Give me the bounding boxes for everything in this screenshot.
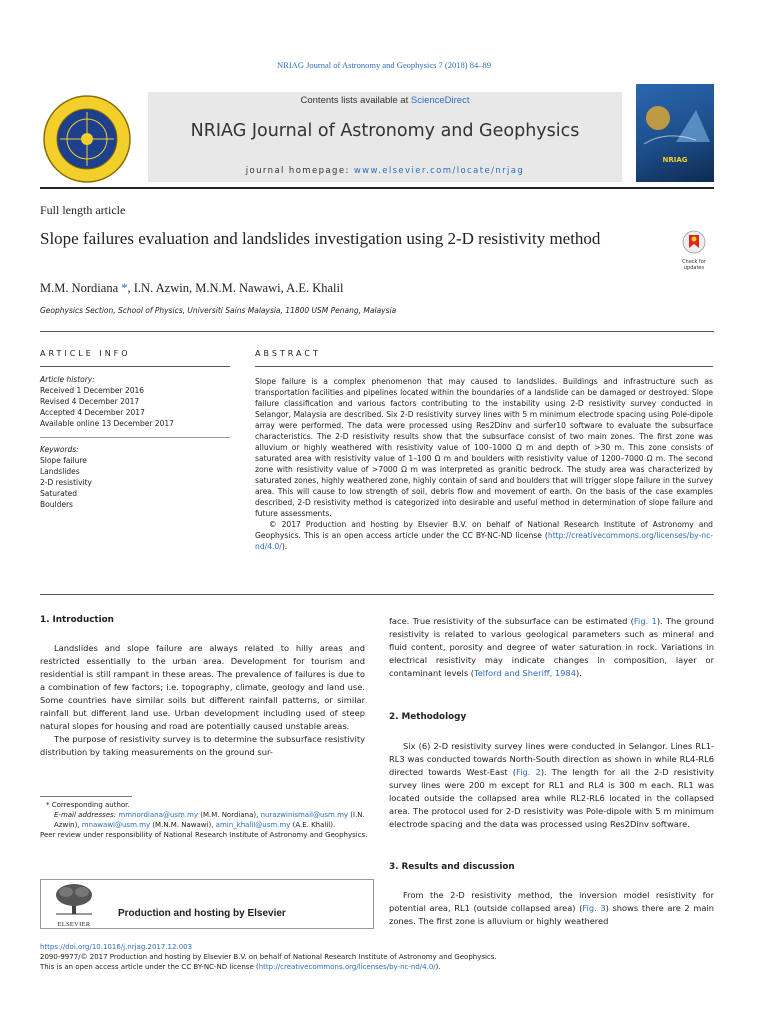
page-footer: [40, 942, 740, 972]
history-revised: Revised 4 December 2017: [40, 397, 140, 406]
email-label: E-mail addresses:: [54, 811, 119, 819]
doi-link[interactable]: https://doi.org/10.1016/j.nrjag.2017.12.003: [40, 943, 193, 951]
oa-prefix: This is an open access article under the CC BY-NC-ND license (: [40, 963, 259, 971]
email-name: (M.N.M. Nawawi),: [150, 821, 216, 829]
intro-paragraph-2: The purpose of resistivity survey is to determine the subsurface resistivity distribution by taking measurements on the ground sur-: [40, 734, 365, 757]
journal-cover-image: [636, 84, 714, 182]
footnote-rule: [40, 796, 132, 797]
homepage-link[interactable]: www.elsevier.com/locate/nrjag: [353, 166, 525, 176]
journal-citation[interactable]: NRIAG Journal of Astronomy and Geophysics 7 (2018) 84–89: [277, 60, 491, 70]
email-name: (I.N. Azwin),: [54, 811, 365, 829]
header-rule: [40, 187, 714, 189]
email-addresses: [40, 810, 372, 830]
journal-homepage: [148, 166, 622, 176]
keywords-label: Keywords:: [40, 445, 79, 454]
text-run: Six (6) 2-D resistivity survey lines were conducted in Selangor. Lines RL1-RL3 was conducted towards North-South direction as shown in while RL4-RL6 directed towards West-East (: [389, 741, 714, 777]
methodology-heading: 2. Methodology: [389, 712, 467, 722]
email-link-azwin[interactable]: nurazwinismail@usm.my: [260, 811, 349, 819]
article-title: Slope failures evaluation and landslides investigation using 2-D resistivity method: [40, 229, 601, 248]
corresponding-text: Corresponding author.: [51, 801, 130, 809]
results-heading: 3. Results and discussion: [389, 862, 515, 872]
text-run: ).: [575, 668, 582, 678]
article-type: Full length article: [40, 203, 126, 217]
journal-title: NRIAG Journal of Astronomy and Geophysics: [190, 121, 580, 141]
email-name: (A.E. Khalil).: [290, 821, 336, 829]
production-hosting-text: Production and hosting by Elsevier: [118, 908, 286, 919]
copyright-text: © 2017 Production and hosting by Elsevier B.V. on behalf of National Research Institute of Astronomy and Geophysics. This is an open access article under the CC BY-NC-ND license (: [255, 520, 713, 540]
check-updates-icon: [682, 230, 706, 254]
email-link-khalil[interactable]: amin_khalil@usm.my: [215, 821, 291, 829]
history-label: Article history:: [40, 375, 95, 384]
info-rule: [40, 366, 230, 367]
results-body: [389, 889, 714, 928]
intro-continued: [389, 615, 714, 680]
telford-citation-link[interactable]: Telford and Sheriff, 1984: [474, 668, 576, 678]
introduction-heading: 1. Introduction: [40, 615, 114, 625]
footnotes: [40, 800, 372, 840]
fig1-link[interactable]: Fig. 1: [633, 616, 657, 626]
keyword-item: Landslides: [40, 467, 80, 476]
elsevier-wordmark: ELSEVIER: [57, 921, 91, 928]
keyword-item: Saturated: [40, 489, 78, 498]
peer-review-note: Peer review under responsibility of National Research Institute of Astronomy and Geophysics.: [40, 831, 368, 839]
fig3-link[interactable]: Fig. 3: [582, 903, 606, 913]
keyword-item: Slope failure: [40, 456, 87, 465]
cover-label: NRIAG: [662, 156, 688, 164]
check-updates-label: Check for updates: [682, 259, 706, 271]
keywords: [40, 444, 230, 510]
text-run: ). The length for all the 2-D resistivity survey lines were 200 m except for RL1 and RL4 is 300 m each. RL1 was located outside the collapsed area while RL2-RL6 located in the collapsed area. The protocol used for 2-D resistivity was Pole-dipole with 5 m minimum electrode spacing and the data was processed using Res2Dinv software.: [389, 767, 714, 829]
author-nordiana: M.M. Nordiana: [40, 281, 119, 295]
email-name: (M.M. Nordiana),: [197, 811, 261, 819]
affiliation: Geophysics Section, School of Physics, Universiti Sains Malaysia, 11800 USM Penang, Malaysia: [40, 306, 397, 315]
contents-prefix: Contents lists available at: [300, 95, 411, 106]
methodology-body: [389, 740, 714, 831]
oa-end: ).: [435, 963, 441, 971]
keywords-rule: [40, 437, 230, 438]
results-paragraph: [389, 889, 714, 928]
fig2-link[interactable]: Fig. 2: [516, 767, 541, 777]
author-list: [40, 281, 343, 296]
elsevier-tree-logo: [50, 882, 98, 928]
abstract-text: Slope failure is a complex phenomenon that may caused to landslides. Buildings and infrastructure such as transportation facilities and pipelines located within the boundaries of a landslide can be damaged or destroyed. Slope failure classification and various factors contributing to the instability using 2-D resistivity survey conducted in Selangor, Malaysia are described. Six 2-D resistivity survey lines with 5 m minimum electrode spacing using Pole-dipole array were performed. The data were processed using Res2Dinv and surfer10 software to evaluate the subsurface characteristics. The 2-D resistivity results show that the subsurface consist of two main zones. The first zone was alluvium or highly weathered with resistivity value of 100–1000 Ω m and depth of >30 m. This zone consists of saturated area with resistivity value of 1–100 Ω m and boulders with resistivity value of 1200–7000 Ω m. The second zone with resistivity value of >7000 Ω m was interpreted as granitic bedrock. The study area was characterized by saturated zones, highly weathered zone, highly contain of sand and boulders that will trigger slope failure in the survey area. This will cause to low strength of soil, debris flow and movement of earth. On the basis of the case examples described, 2-D resistivity method is categorized into desirable and useful method in determination of slope failure and future assessments.: [255, 377, 713, 518]
author-others: , I.N. Azwin, M.N.M. Nawawi, A.E. Khalil: [127, 281, 344, 295]
email-link-nordiana[interactable]: mmnordiana@usm.my: [118, 811, 198, 819]
oa-license-link[interactable]: http://creativecommons.org/licenses/by-nc-nd/4.0/: [258, 963, 436, 971]
corresponding-note: * Corresponding author.: [46, 801, 130, 809]
history-accepted: Accepted 4 December 2017: [40, 408, 145, 417]
intro-paragraph-1: Landslides and slope failure are always related to hilly areas and restricted essentially to the urban area. Development for tourism and residential is still rampant in these areas. The prevalence of failures is due to a combination of few factors; i.e. topography, climate, geology and land use. Some countries have similar soils but different rainfall patterns, or similar rainfall but different land use. Urban development including used of steep natural slopes for housing and road are potentially caused unstable areas.: [40, 643, 365, 731]
history-received: Received 1 December 2016: [40, 386, 145, 395]
license-link[interactable]: http://creativecommons.org/licenses/by-nc-nd/4.0/: [255, 531, 713, 551]
history-online: Available online 13 December 2017: [40, 419, 174, 428]
open-access-line: [40, 962, 740, 972]
issn-line: 2090-9977/© 2017 Production and hosting by Elsevier B.V. on behalf of National Research Institute of Astronomy and Geophysics.: [40, 953, 497, 961]
email-link-nawawi[interactable]: mnawawi@usm.my: [81, 821, 151, 829]
introduction-body: [40, 642, 365, 759]
check-for-updates-button[interactable]: [676, 230, 712, 271]
corresponding-author-mark[interactable]: *: [118, 281, 128, 295]
meta-separator: [40, 331, 714, 332]
abstract-end-rule: [40, 594, 714, 595]
keyword-item: 2-D resistivity: [40, 478, 92, 487]
contents-line: [148, 95, 622, 106]
sciencedirect-link[interactable]: ScienceDirect: [410, 95, 470, 106]
text-run: From the 2-D resistivity method, the inversion model resistivity for potential area, RL1 (outside collapsed area) (: [389, 890, 714, 913]
abstract-body: [255, 376, 713, 552]
keyword-item: Boulders: [40, 500, 73, 509]
right-column-intro: [389, 615, 714, 680]
text-run: ). The ground resistivity is related to various geological parameters such as mineral and fluid content, porosity and degree of water saturation in rock. Variations in electrical resistivity may indicate changes in composition, layer or contaminant levels (: [389, 616, 714, 678]
homepage-prefix: journal homepage:: [245, 166, 354, 176]
abstract-heading: ABSTRACT: [255, 349, 321, 358]
abstract-rule: [255, 366, 713, 367]
nriag-seal-logo: [40, 94, 134, 184]
article-history: [40, 374, 230, 429]
copyright-end: ).: [281, 542, 288, 551]
abstract-copyright: [255, 519, 713, 552]
methodology-paragraph: [389, 740, 714, 831]
article-info-heading: ARTICLE INFO: [40, 349, 131, 358]
text-run: face. True resistivity of the subsurface can be estimated (: [389, 616, 634, 626]
text-run: ) shows there are 2 main zones. The first zone is alluvium or highly weathered: [389, 903, 714, 926]
